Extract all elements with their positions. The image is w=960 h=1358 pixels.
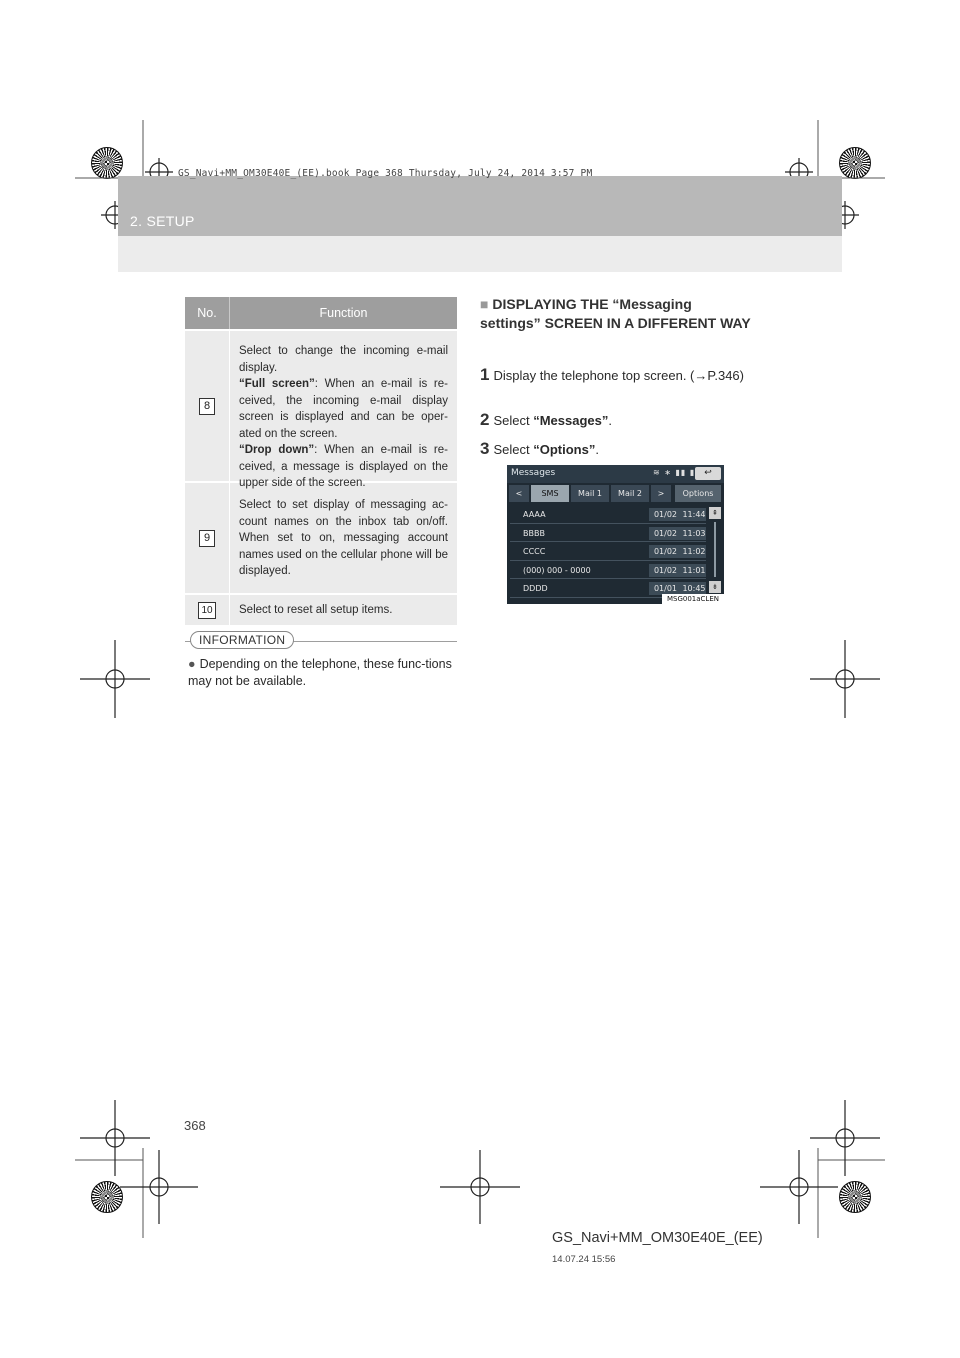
back-icon[interactable]: ↩: [695, 467, 721, 480]
message-time: 11:03: [682, 528, 706, 538]
step-target: “Messages”: [533, 413, 609, 428]
document-date: 14.07.24 15:56: [552, 1254, 616, 1265]
message-date: 01/02: [649, 545, 682, 558]
tab-prev-button[interactable]: <: [509, 485, 529, 502]
tab-sms[interactable]: SMS: [531, 485, 569, 502]
messages-screen-image: [507, 465, 724, 604]
information-text: [188, 656, 460, 690]
message-date: 01/02: [649, 527, 682, 540]
list-item[interactable]: [510, 524, 706, 543]
step-suffix: .: [595, 442, 599, 457]
sender-name: AAAA: [523, 510, 546, 519]
screen-title-bar: [507, 465, 724, 483]
section-title: 2. SETUP: [130, 213, 195, 229]
table-row: [185, 329, 457, 489]
function-intro: Select to change the incoming e-mail display.: [239, 345, 448, 374]
message-time: 10:45: [682, 584, 706, 593]
item-number-badge: 10: [198, 602, 216, 619]
sender-name: BBBB: [523, 528, 545, 538]
list-item[interactable]: [510, 505, 706, 524]
tab-mail-1[interactable]: Mail 1: [571, 485, 609, 502]
message-date: 01/01: [649, 582, 682, 595]
option-drop-down-label: “Drop down”: [239, 444, 315, 456]
message-list: [510, 505, 706, 598]
list-item[interactable]: [510, 542, 706, 561]
image-id-label: MSG001aCLEN: [662, 594, 724, 604]
bullet-icon: ●: [188, 657, 196, 671]
message-time: 11:01: [682, 565, 706, 575]
message-date: 01/02: [649, 508, 682, 521]
message-date: 01/02: [649, 564, 682, 577]
page-number: 368: [184, 1118, 206, 1133]
table-row: [185, 481, 457, 593]
function-description: Select to set display of messaging ac-count names on the inbox tab on/off. When set to on, messaging account names used on the cellular phone will be displayed.: [239, 499, 448, 577]
step-prefix: Select: [493, 442, 534, 457]
function-table: [185, 297, 457, 625]
message-time: 11:44: [682, 510, 706, 519]
section-heading-text: DISPLAYING THE “Messaging settings” SCREEN IN A DIFFERENT WAY: [480, 296, 751, 331]
step-2: [480, 411, 612, 430]
item-number-badge: 8: [199, 398, 215, 415]
sender-name: CCCC: [523, 547, 546, 556]
list-item[interactable]: [510, 561, 706, 580]
step-3: [480, 440, 599, 459]
status-icons: ≋ ∗ ▮▮ ▮: [653, 468, 696, 477]
sender-name: (000) 000 - 0000: [523, 565, 591, 575]
message-time: 11:02: [682, 547, 706, 556]
scrollbar[interactable]: [709, 507, 721, 593]
scroll-up-icon[interactable]: ⇞: [709, 507, 721, 519]
header-strip: [118, 176, 842, 236]
information-body: Depending on the telephone, these func-tions may not be available.: [188, 657, 452, 688]
option-full-screen-text: : When an e-mail is re-ceived, the incoming e-mail display screen is displayed and can be oper-ated on the screen.: [239, 378, 448, 440]
tab-mail-2[interactable]: Mail 2: [611, 485, 649, 502]
scroll-down-icon[interactable]: ⇟: [709, 581, 721, 593]
step-text: Display the telephone top screen. (→P.346): [493, 368, 744, 383]
column-function-header: Function: [229, 297, 457, 329]
item-number-badge: 9: [199, 530, 215, 547]
column-no-header: No.: [197, 306, 217, 320]
page-header: [118, 176, 842, 272]
section-heading: [480, 295, 752, 333]
step-number: 2: [480, 410, 490, 429]
sender-name: DDDD: [523, 584, 548, 593]
screen-tabs: [507, 485, 724, 502]
step-number: 3: [480, 439, 490, 458]
step-1: [480, 366, 752, 385]
scroll-track[interactable]: [714, 522, 716, 577]
square-bullet-icon: ■: [480, 296, 489, 312]
step-number: 1: [480, 365, 490, 384]
information-label: INFORMATION: [190, 631, 294, 649]
document-code: GS_Navi+MM_OM30E40E_(EE): [552, 1230, 763, 1246]
screen-title: Messages: [511, 468, 556, 478]
tab-next-button[interactable]: >: [651, 485, 671, 502]
function-description: [230, 331, 457, 489]
options-button[interactable]: Options: [675, 485, 721, 502]
print-info: GS_Navi+MM_OM30E40E_(EE).book Page 368 Thursday, July 24, 2014 3:57 PM: [178, 168, 593, 179]
table-row: [185, 593, 457, 625]
table-header: [185, 297, 457, 329]
step-prefix: Select: [493, 413, 534, 428]
function-description: Select to reset all setup items.: [239, 604, 393, 616]
option-full-screen-label: “Full screen”: [239, 378, 315, 390]
option-drop-down-text: : When an e-mail is re-ceived, a message is displayed on the upper side of the screen.: [239, 444, 448, 489]
step-target: “Options”: [533, 442, 596, 457]
step-suffix: .: [608, 413, 612, 428]
